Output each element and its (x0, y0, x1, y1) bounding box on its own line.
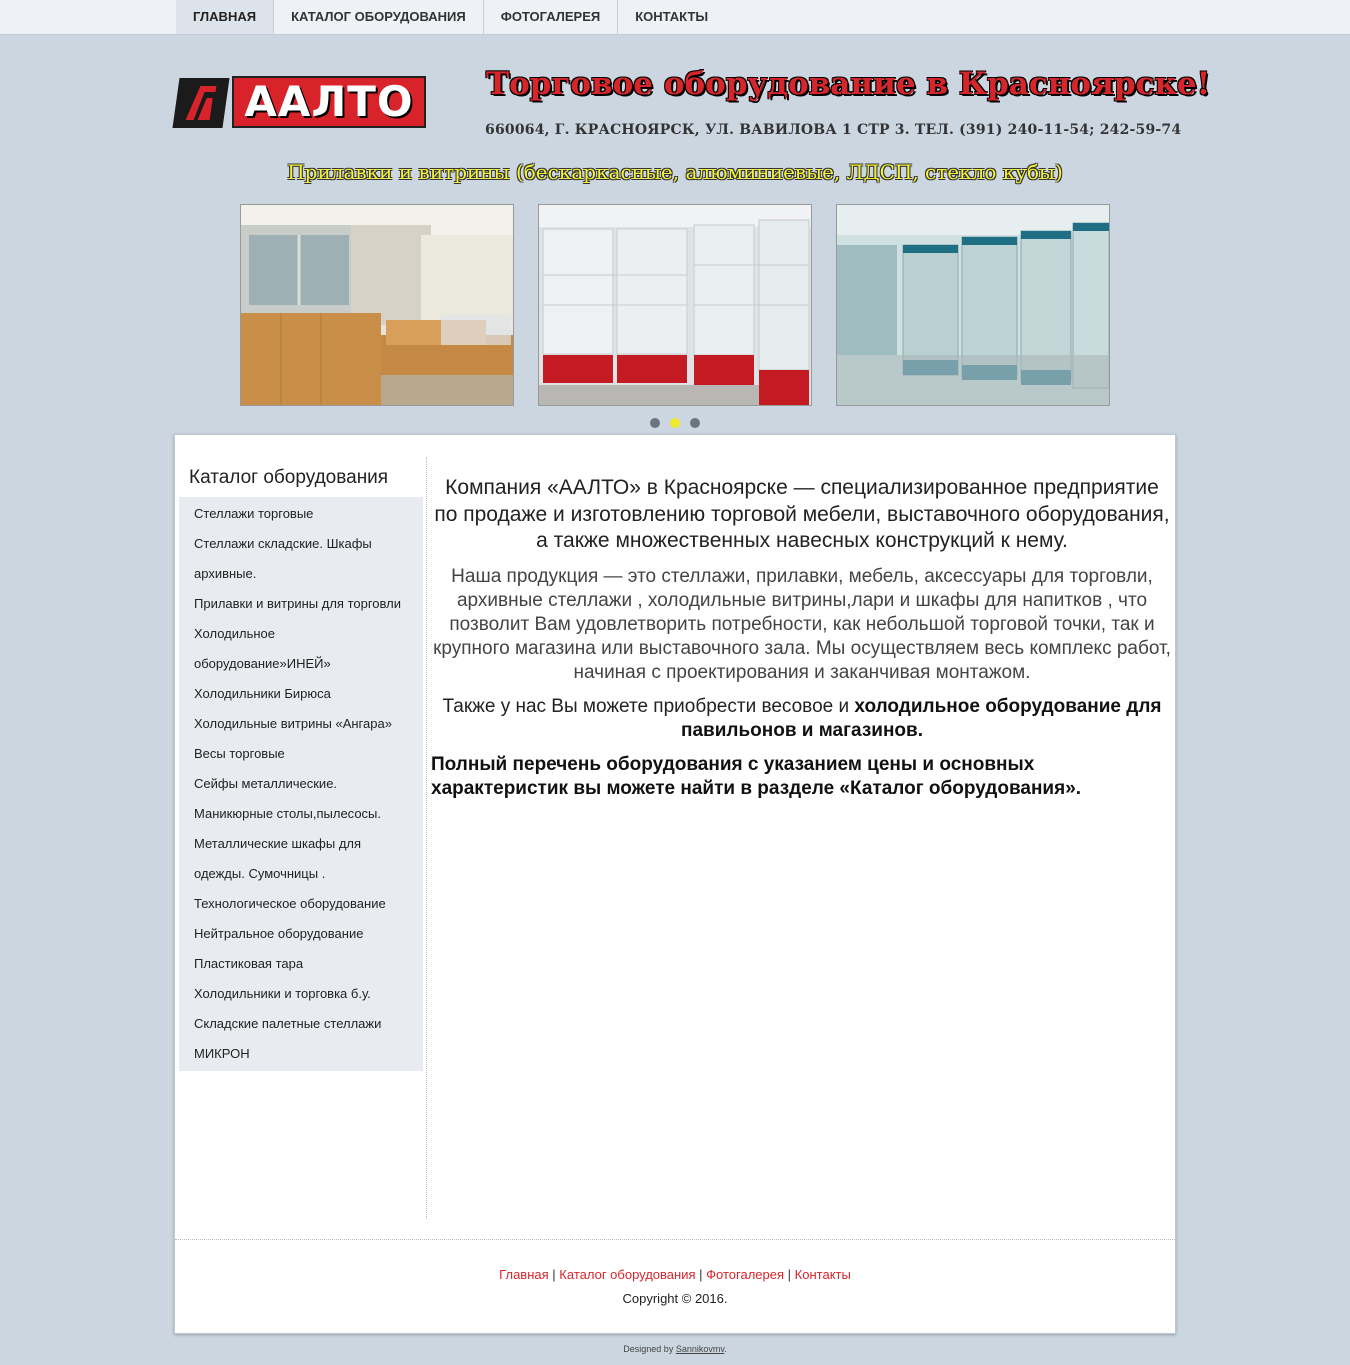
designer-credit-suffix: . (724, 1344, 727, 1354)
sidebar-item-scales[interactable]: Весы торговые (194, 746, 285, 761)
slide-wooden-counters[interactable] (240, 204, 514, 406)
site-logo[interactable] (176, 76, 428, 130)
slider-dot-1[interactable] (650, 418, 660, 428)
nav-item-contacts[interactable]: КОНТАКТЫ (635, 9, 709, 24)
content-panel (174, 434, 1176, 1334)
equipment-paragraph-highlight: холодильное оборудование для павильонов и магазинов. (680, 695, 1162, 741)
products-paragraph: Наша продукция — это стеллажи, прилавки, мебель, аксессуары для торговли, архивные стеллажи , холодильные витрины,лари и шкафы для напитков , что позволит Вам удовлетворить потребности, как небольшой торговой точки, так и крупного магазина или выставочного зала. Мы осуществляем весь комплекс работ, начиная с проектирования и заканчивая монтажом. (433, 565, 1171, 683)
designer-link[interactable]: Sannikovmv (675, 1344, 725, 1354)
logo-mark-icon (172, 78, 229, 128)
sidebar-item-pallet-racks[interactable]: Складские палетные стеллажи (194, 1016, 382, 1031)
sidebar-item-mikron[interactable]: МИКРОН (194, 1046, 250, 1061)
column-divider (426, 457, 427, 1219)
footer-separator: | (787, 1267, 792, 1282)
sidebar-item-retail-shelving[interactable]: Стеллажи торговые (194, 506, 314, 521)
sidebar-item-safes[interactable]: Сейфы металлические. (194, 776, 338, 791)
footer-link-catalog[interactable]: Каталог оборудования (559, 1267, 696, 1282)
nav-item-gallery[interactable]: ФОТОГАЛЕРЕЯ (484, 0, 619, 34)
sidebar-item-counters[interactable]: Прилавки и витрины для торговли (194, 596, 401, 611)
intro-heading: Компания «ААЛТО» в Красноярске — специализированное предприятие по продаже и изготовлению торговой мебели, выставочного оборудования, а также множественных навесных конструкций к нему. (434, 476, 1170, 552)
sidebar-item-plastic-containers[interactable]: Пластиковая тара (194, 956, 304, 971)
sidebar-item-iney[interactable]: Холодильное оборудование»ИНЕЙ» (194, 626, 331, 671)
main-article (431, 475, 1173, 801)
nav-item-home[interactable]: ГЛАВНАЯ (176, 0, 274, 34)
slider-caption: Прилавки и витрины (бескаркасные, алюминиевые, ЛДСП, стекло кубы) (287, 160, 1063, 184)
catalog-note: Полный перечень оборудования с указанием цены и основных характеристик вы можете найти в разделе «Каталог оборудования». (431, 753, 1082, 799)
sidebar-item-angara[interactable]: Холодильные витрины «Ангара» (194, 716, 392, 731)
footer-links (175, 1267, 1175, 1282)
slider-pagination (650, 418, 700, 428)
footer-link-gallery[interactable]: Фотогалерея (706, 1267, 785, 1282)
designer-credit-prefix: Designed by (623, 1344, 676, 1354)
footer-separator: | (699, 1267, 703, 1282)
copyright-text: Copyright © 2016. (622, 1291, 728, 1306)
designer-credit (0, 1344, 1350, 1354)
logo-text: ААЛТО (232, 76, 426, 128)
footer-separator: | (552, 1267, 556, 1282)
site-slogan: Торговое оборудование в Красноярске! (486, 66, 1211, 102)
footer-divider (175, 1239, 1175, 1240)
sidebar-item-manicure[interactable]: Маникюрные столы,пылесосы. (194, 806, 382, 821)
sidebar-item-neutral[interactable]: Нейтральное оборудование (194, 926, 364, 941)
slider-dot-3[interactable] (690, 418, 700, 428)
sidebar-item-warehouse-shelving[interactable]: Стеллажи складские. Шкафы архивные. (194, 536, 372, 581)
footer-link-home[interactable]: Главная (499, 1267, 549, 1282)
footer-link-contacts[interactable]: Контакты (794, 1267, 851, 1282)
slide-white-red-showcases[interactable] (538, 204, 812, 406)
sidebar-item-metal-lockers[interactable]: Металлические шкафы для одежды. Сумочницы . (194, 836, 362, 881)
sidebar-item-used-fridges[interactable]: Холодильники и торговка б.у. (194, 986, 371, 1001)
catalog-menu (179, 497, 423, 1071)
sidebar-title: Каталог оборудования (189, 467, 389, 488)
nav-item-catalog[interactable]: КАТАЛОГ ОБОРУДОВАНИЯ (274, 0, 484, 34)
sidebar-item-biryusa[interactable]: Холодильники Бирюса (194, 686, 331, 701)
equipment-paragraph-text: Также у нас Вы можете приобрести весовое и (442, 695, 855, 717)
catalog-sidebar (179, 467, 423, 1071)
equipment-paragraph (431, 695, 1173, 743)
sidebar-item-technological[interactable]: Технологическое оборудование (194, 896, 386, 911)
slider-dot-2[interactable] (670, 418, 680, 428)
contact-address: 660064, Г. КРАСНОЯРСК, УЛ. ВАВИЛОВА 1 СТР 3. ТЕЛ. (391) 240-11-54; 242-59-74 (485, 122, 1182, 138)
slide-blue-glass-showcases[interactable] (836, 204, 1110, 406)
top-navigation (0, 0, 1350, 35)
